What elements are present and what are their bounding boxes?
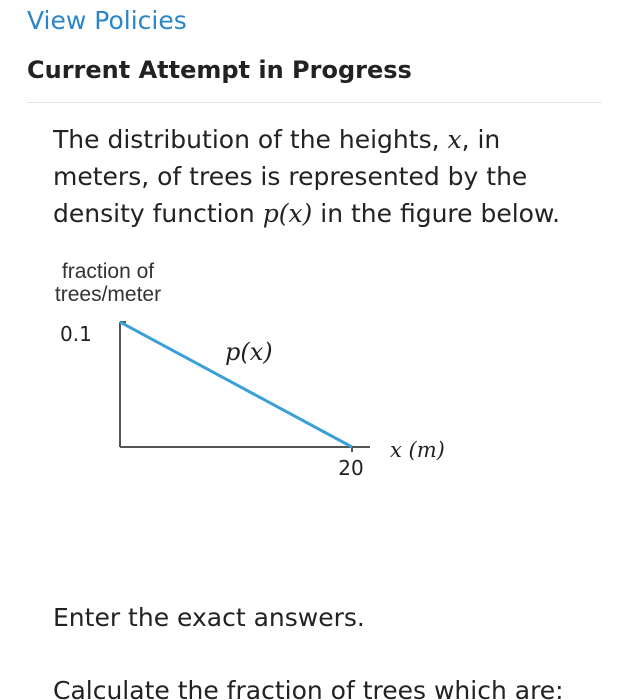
series-label: p(x) [225,338,273,366]
y-tick-label: 0.1 [60,322,92,346]
x-tick-label: 20 [338,456,364,480]
view-policies-link[interactable]: View Policies [27,6,187,35]
density-figure [40,250,480,500]
question-text [53,121,593,232]
enter-exact-instruction: Enter the exact answers. [53,603,365,632]
variable-x: x [447,125,462,154]
attempt-title: Current Attempt in Progress [27,56,412,84]
y-axis-label-line-2: trees/meter [54,283,162,306]
question-text-part-3: in the figure below. [312,199,561,228]
question-text-part-2: , in meters, of trees is represented by the density function [53,125,528,228]
y-axis-label-line-1: fraction of [61,260,155,283]
question-text-part-1: The distribution of the heights, [53,125,448,154]
density-function: p(x) [262,199,313,228]
divider [27,102,602,103]
calculate-instruction: Calculate the fraction of trees which are: [53,676,564,700]
x-axis-label: x (m) [390,438,445,462]
